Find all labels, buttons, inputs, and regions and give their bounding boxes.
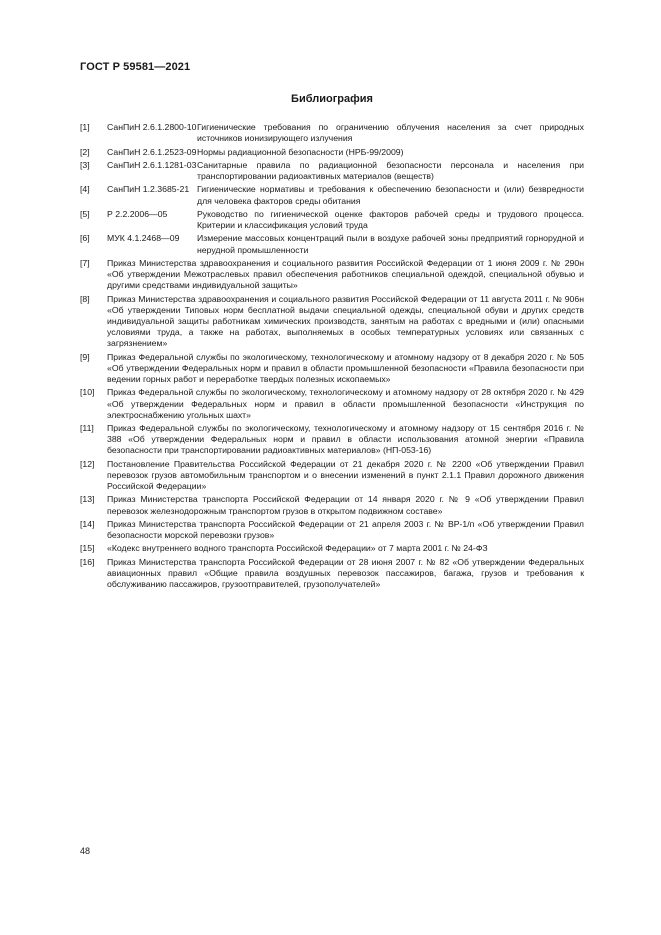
reference-number: [5] bbox=[80, 208, 90, 219]
reference-number: [3] bbox=[80, 159, 90, 170]
reference-number: [9] bbox=[80, 351, 90, 362]
reference-text: Постановление Правительства Российской Федерации от 21 декабря 2020 г. № 2200 «Об утверждении Правил перевозок грузов автомобильным транспортом и о внесении изменений в пункт 2.1.1 Правил дорожного движения Российской Федерации» bbox=[107, 458, 584, 492]
reference-text: Приказ Министерства транспорта Российской Федерации от 14 января 2020 г. № 9 «Об утверждении Правил перевозок железнодорожным транспортом грузов в открытом подвижном составе» bbox=[107, 494, 584, 516]
reference-text: Нормы радиационной безопасности (НРБ-99/2009) bbox=[197, 146, 404, 157]
reference-code: СанПиН 2.6.1.2523-09 bbox=[107, 146, 197, 157]
reference-text: Приказ Министерства здравоохранения и социального развития Российской Федерации от 1 июня 2009 г. № 290н «Об утверждении Межотраслевых правил обеспечения работников специальной одеждой, специальной обувью и другими средствами индивидуальной защиты» bbox=[107, 257, 584, 291]
reference-code: Р 2.2.2006—05 bbox=[107, 208, 168, 219]
reference-code: СанПиН 1.2.3685-21 bbox=[107, 184, 190, 195]
list-item bbox=[80, 160, 584, 182]
list-item bbox=[80, 209, 584, 231]
reference-text: Приказ Федеральной службы по экологическому, технологическому и атомному надзору от 8 декабря 2020 г. № 505 «Об утверждении Федеральных норм и правил в области промышленной безопасности «Правила безопасности при ведении горных работ и переработке твердых полезных ископаемых» bbox=[107, 351, 584, 385]
reference-number: [11] bbox=[80, 423, 94, 434]
reference-number: [16] bbox=[80, 556, 95, 567]
reference-text: Приказ Федеральной службы по экологическому, технологическому и атомному надзору от 28 октября 2020 г. № 429 «Об утверждении Федеральных норм и правил в области промышленной безопасности «Инструкция по электроснабжению угольных шахт» bbox=[107, 387, 584, 420]
reference-number: [4] bbox=[80, 184, 90, 195]
page-number: 48 bbox=[80, 846, 91, 856]
list-item bbox=[80, 184, 584, 206]
reference-number: [15] bbox=[80, 543, 95, 554]
reference-number: [7] bbox=[80, 257, 90, 268]
reference-text: Руководство по гигиенической оценке факторов рабочей среды и трудового процесса. Критерии и классификация условий труда bbox=[197, 208, 584, 230]
reference-text: Санитарные правила по радиационной безопасности персонала и населения при транспортировании радиоактивных материалов (веществ) bbox=[197, 159, 584, 181]
list-item bbox=[80, 494, 584, 516]
list-item bbox=[80, 147, 584, 158]
document-header: ГОСТ Р 59581—2021 bbox=[80, 61, 191, 73]
list-item bbox=[80, 233, 584, 255]
reference-number: [2] bbox=[80, 146, 90, 157]
section-title: Библиография bbox=[291, 93, 373, 105]
list-item bbox=[80, 543, 584, 554]
list-item bbox=[80, 387, 584, 421]
reference-code: МУК 4.1.2468—09 bbox=[107, 233, 180, 244]
list-item bbox=[80, 122, 584, 144]
reference-code: СанПиН 2.6.1.2800-10 bbox=[107, 122, 197, 132]
reference-number: [13] bbox=[80, 494, 95, 505]
reference-text: «Кодекс внутреннего водного транспорта Российской Федерации» от 7 марта 2001 г. № 24-ФЗ bbox=[107, 543, 488, 554]
reference-text: Приказ Министерства здравоохранения и социального развития Российской Федерации от 11 августа 2011 г. № 906н «Об утверждении Типовых норм бесплатной выдачи специальной одежды, специальной обуви и других средств индивидуальной защиты работникам химических производств, занятым на работах с вредными и (или) опасными условиями труда, а также на работах, выполняемых в особых температурных условиях или связанных с загрязнением» bbox=[107, 293, 584, 349]
list-item bbox=[80, 519, 584, 541]
reference-text: Гигиенические нормативы и требования к обеспечению безопасности и (или) безвредности для человека факторов среды обитания bbox=[197, 184, 584, 206]
reference-text: Измерение массовых концентраций пыли в воздухе рабочей зоны предприятий горнорудной и нерудной промышленности bbox=[197, 233, 584, 255]
reference-number: [10] bbox=[80, 387, 95, 398]
reference-number: [8] bbox=[80, 293, 90, 304]
list-item bbox=[80, 294, 584, 350]
reference-text: Гигиенические требования по ограничению облучения населения за счет природных источников ионизирующего излучения bbox=[197, 122, 584, 144]
reference-text: Приказ Министерства транспорта Российской Федерации от 21 апреля 2003 г. № ВР-1/п «Об утверждении Правил безопасности морской перевозки грузов» bbox=[107, 518, 584, 541]
reference-number: [14] bbox=[80, 518, 95, 529]
reference-text: Приказ Федеральной службы по экологическому, технологическому и атомному надзору от 15 сентября 2016 г. № 388 «Об утверждении Федеральных норм и правил в области использования атомной энергии «Правила безопасности при транспортировании радиоактивных материалов» (НП-053-16) bbox=[107, 423, 584, 456]
list-item bbox=[80, 423, 584, 457]
list-item bbox=[80, 352, 584, 386]
reference-number: [1] bbox=[80, 122, 90, 132]
reference-number: [6] bbox=[80, 233, 90, 244]
list-item bbox=[80, 557, 584, 591]
reference-number: [12] bbox=[80, 458, 95, 469]
bibliography-list bbox=[80, 122, 584, 592]
reference-text: Приказ Министерства транспорта Российской Федерации от 28 июня 2007 г. № 82 «Об утверждении Федеральных авиационных правил «Общие правила воздушных перевозок пассажиров, багажа, грузов и требования к обслуживанию пассажиров, грузоотправителей, грузополучателей» bbox=[107, 556, 584, 590]
reference-code: СанПиН 2.6.1.1281-03 bbox=[107, 159, 197, 170]
list-item bbox=[80, 459, 584, 493]
list-item bbox=[80, 258, 584, 292]
